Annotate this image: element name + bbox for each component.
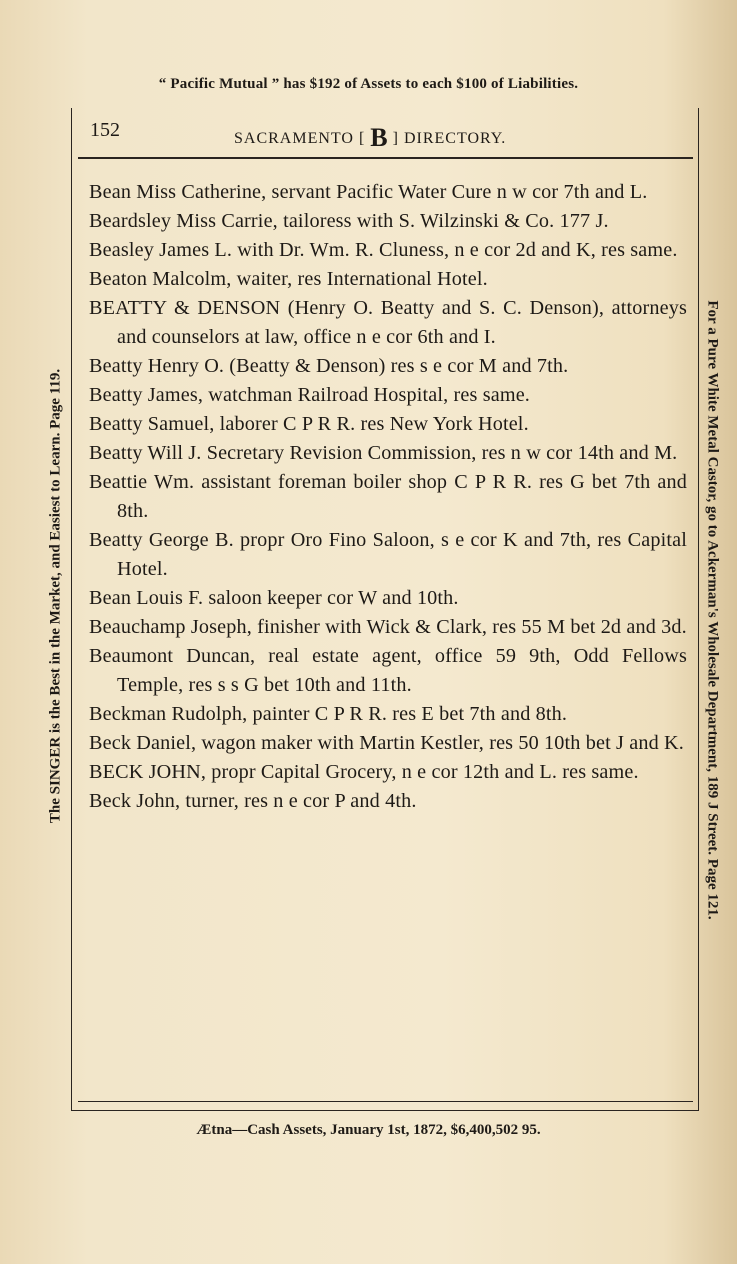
directory-entry: Beattie Wm. assistant foreman boiler shop C P R R. res G bet 7th and 8th. — [89, 471, 687, 522]
directory-entries — [89, 178, 687, 816]
page-header — [90, 117, 680, 152]
right-margin-advertisement: For a Pure White Metal Castor, go to Ackerman's Wholesale Department, 189 J Street. Page 121. — [704, 300, 721, 920]
footer-rule — [78, 1101, 693, 1102]
header-section: DIRECTORY. — [403, 130, 507, 147]
directory-entry: Beatty Samuel, laborer C P R R. res New York Hotel. — [89, 413, 529, 435]
directory-entry: Beatty James, watchman Railroad Hospital, res same. — [89, 384, 531, 406]
left-margin-advertisement: The SINGER is the Best in the Market, and Easiest to Learn. Page 119. — [47, 368, 64, 824]
directory-entry: BEATTY & DENSON (Henry O. Beatty and S. C. Denson), attorneys and counselors at law, office n e cor 6th and I. — [89, 297, 687, 348]
top-advertisement: “ Pacific Mutual ” has $192 of Assets to each $100 of Liabilities. — [158, 76, 579, 92]
running-title — [234, 123, 506, 153]
directory-entry: Beatty George B. propr Oro Fino Saloon, s e cor K and 7th, res Capital Hotel. — [89, 529, 687, 580]
directory-entry: Beck John, turner, res n e cor P and 4th. — [89, 790, 417, 812]
directory-entry: Beauchamp Joseph, finisher with Wick & Clark, res 55 M bet 2d and 3d. — [89, 616, 687, 638]
header-rule — [78, 157, 693, 159]
directory-entry: Beck Daniel, wagon maker with Martin Kestler, res 50 10th bet J and K. — [89, 732, 684, 754]
directory-entry: Bean Miss Catherine, servant Pacific Water Cure n w cor 7th and L. — [89, 181, 648, 203]
header-city: SACRAMENTO — [234, 130, 354, 147]
directory-entry: Beatty Will J. Secretary Revision Commission, res n w cor 14th and M. — [89, 442, 678, 464]
directory-entry: Beckman Rudolph, painter C P R R. res E bet 7th and 8th. — [89, 703, 568, 725]
directory-entry: BECK JOHN, propr Capital Grocery, n e cor 12th and L. res same. — [89, 761, 639, 783]
directory-entry: Beardsley Miss Carrie, tailoress with S. Wilzinski & Co. 177 J. — [89, 210, 609, 232]
header-bracket-open: [ — [358, 130, 366, 147]
page-number: 152 — [90, 119, 120, 141]
directory-entry: Beasley James L. with Dr. Wm. R. Cluness, n e cor 2d and K, res same. — [89, 239, 678, 261]
directory-entry: Beaumont Duncan, real estate agent, office 59 9th, Odd Fellows Temple, res s s G bet 10th and 11th. — [89, 645, 687, 696]
directory-entry: Beatty Henry O. (Beatty & Denson) res s e cor M and 7th. — [89, 355, 569, 377]
header-letter: B — [370, 123, 388, 152]
bottom-advertisement: Ætna—Cash Assets, January 1st, 1872, $6,400,502 95. — [196, 1122, 541, 1138]
header-bracket-close: ] — [392, 130, 399, 147]
directory-entry: Bean Louis F. saloon keeper cor W and 10th. — [89, 587, 459, 609]
directory-entry: Beaton Malcolm, waiter, res International Hotel. — [89, 268, 488, 290]
